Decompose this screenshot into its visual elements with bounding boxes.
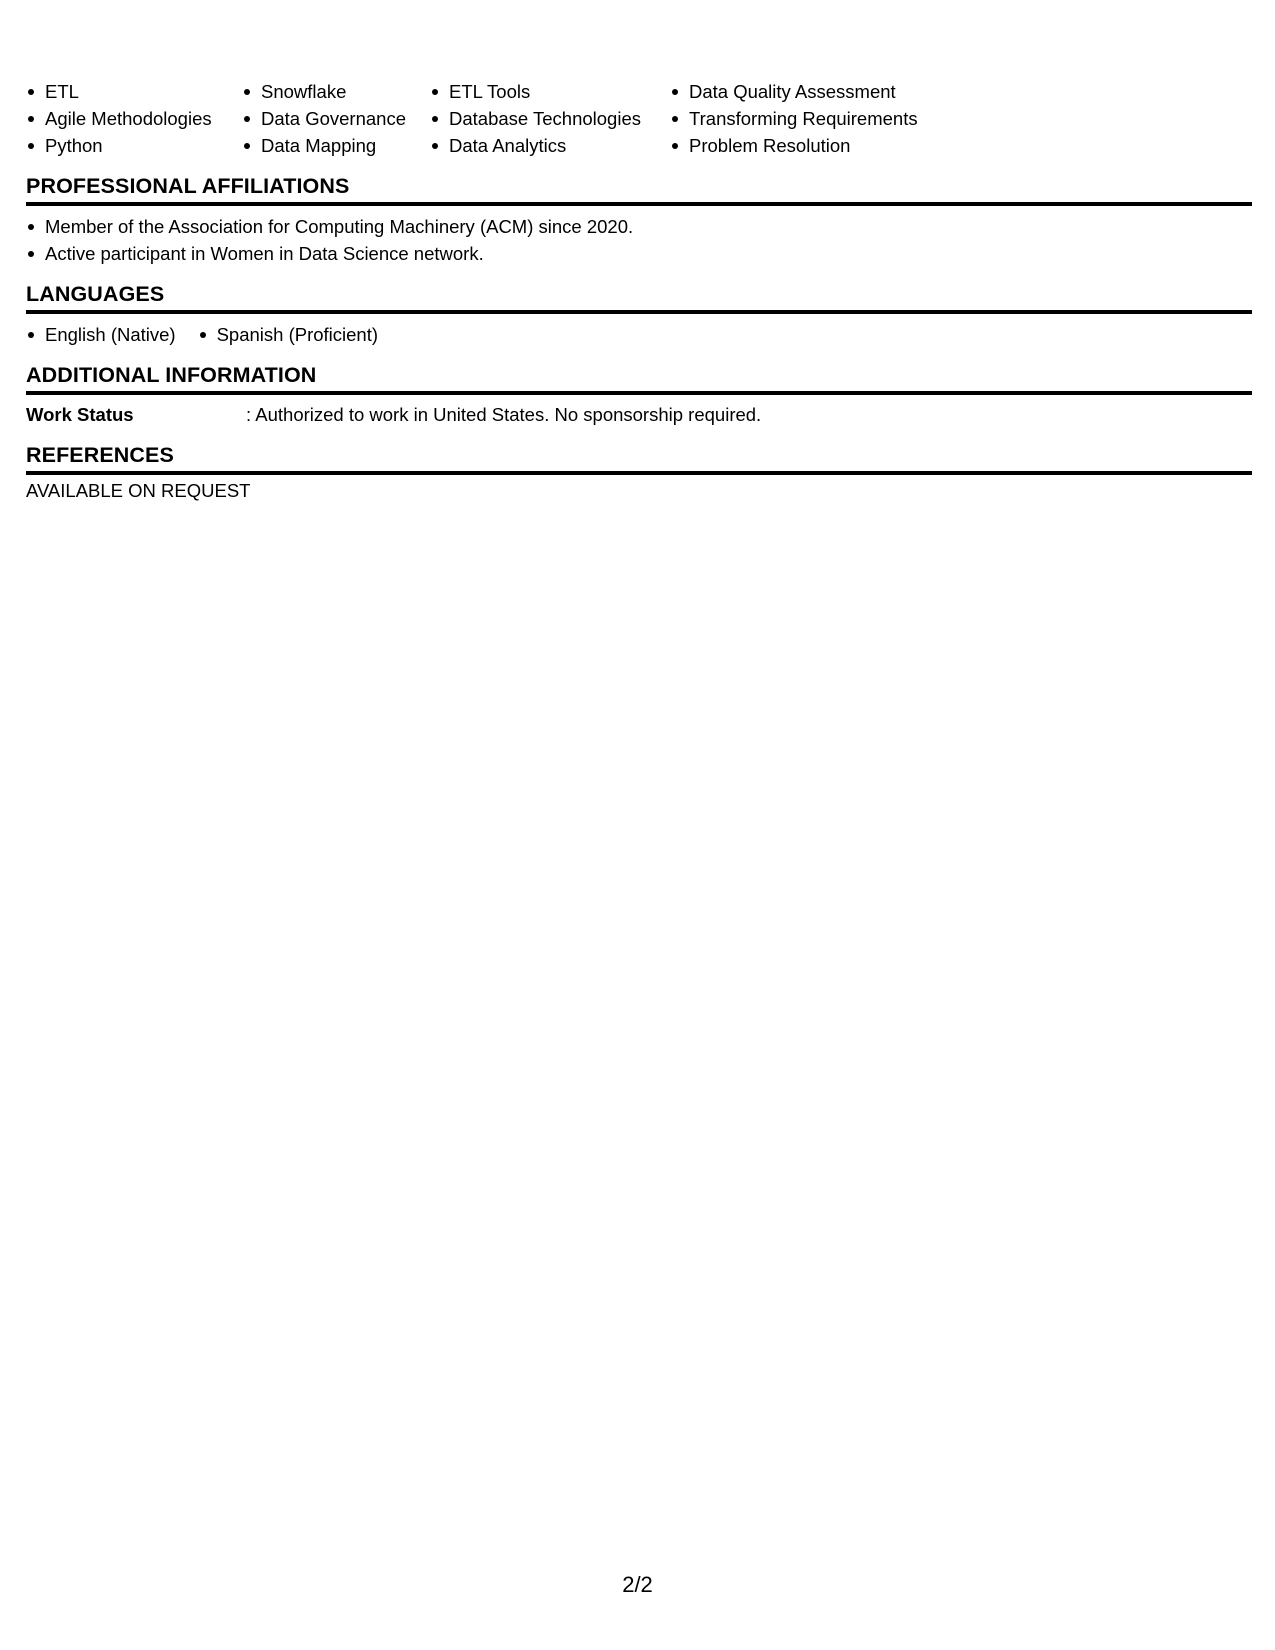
skill-item: Database Technologies [430, 105, 670, 132]
page-number: 2/2 [622, 1572, 653, 1597]
skills-column [670, 78, 970, 159]
work-status-row [26, 395, 1252, 428]
skills-grid [26, 78, 1252, 159]
skills-column [242, 78, 430, 159]
skills-column [430, 78, 670, 159]
skill-item: Problem Resolution [670, 132, 970, 159]
skill-item: Agile Methodologies [26, 105, 242, 132]
affiliation-item: Active participant in Women in Data Science network. [26, 240, 1252, 267]
skill-item: Data Quality Assessment [670, 78, 970, 105]
languages-list [26, 314, 1252, 348]
section-heading-languages: LANGUAGES [26, 281, 1252, 314]
skill-item: Data Governance [242, 105, 430, 132]
skill-item: Data Mapping [242, 132, 430, 159]
work-status-value: : Authorized to work in United States. No sponsorship required. [246, 404, 762, 425]
references-section [26, 442, 1252, 504]
languages-section [26, 281, 1252, 348]
additional-info-section [26, 362, 1252, 428]
skill-item: Data Analytics [430, 132, 670, 159]
affiliation-item: Member of the Association for Computing Machinery (ACM) since 2020. [26, 213, 1252, 240]
skill-item: ETL [26, 78, 242, 105]
work-status-label: Work Status [26, 404, 134, 425]
affiliations-list [26, 206, 1252, 267]
skill-item: Snowflake [242, 78, 430, 105]
affiliations-section [26, 173, 1252, 267]
language-item: Spanish (Proficient) [198, 321, 378, 348]
section-heading-additional-info: ADDITIONAL INFORMATION [26, 362, 1252, 395]
resume-page [26, 78, 1252, 504]
skill-item: Python [26, 132, 242, 159]
section-heading-affiliations: PROFESSIONAL AFFILIATIONS [26, 173, 1252, 206]
references-text: AVAILABLE ON REQUEST [26, 480, 251, 501]
skills-column [26, 78, 242, 159]
skill-item: ETL Tools [430, 78, 670, 105]
language-item: English (Native) [26, 321, 176, 348]
section-heading-references: REFERENCES [26, 442, 1252, 475]
skill-item: Transforming Requirements [670, 105, 970, 132]
